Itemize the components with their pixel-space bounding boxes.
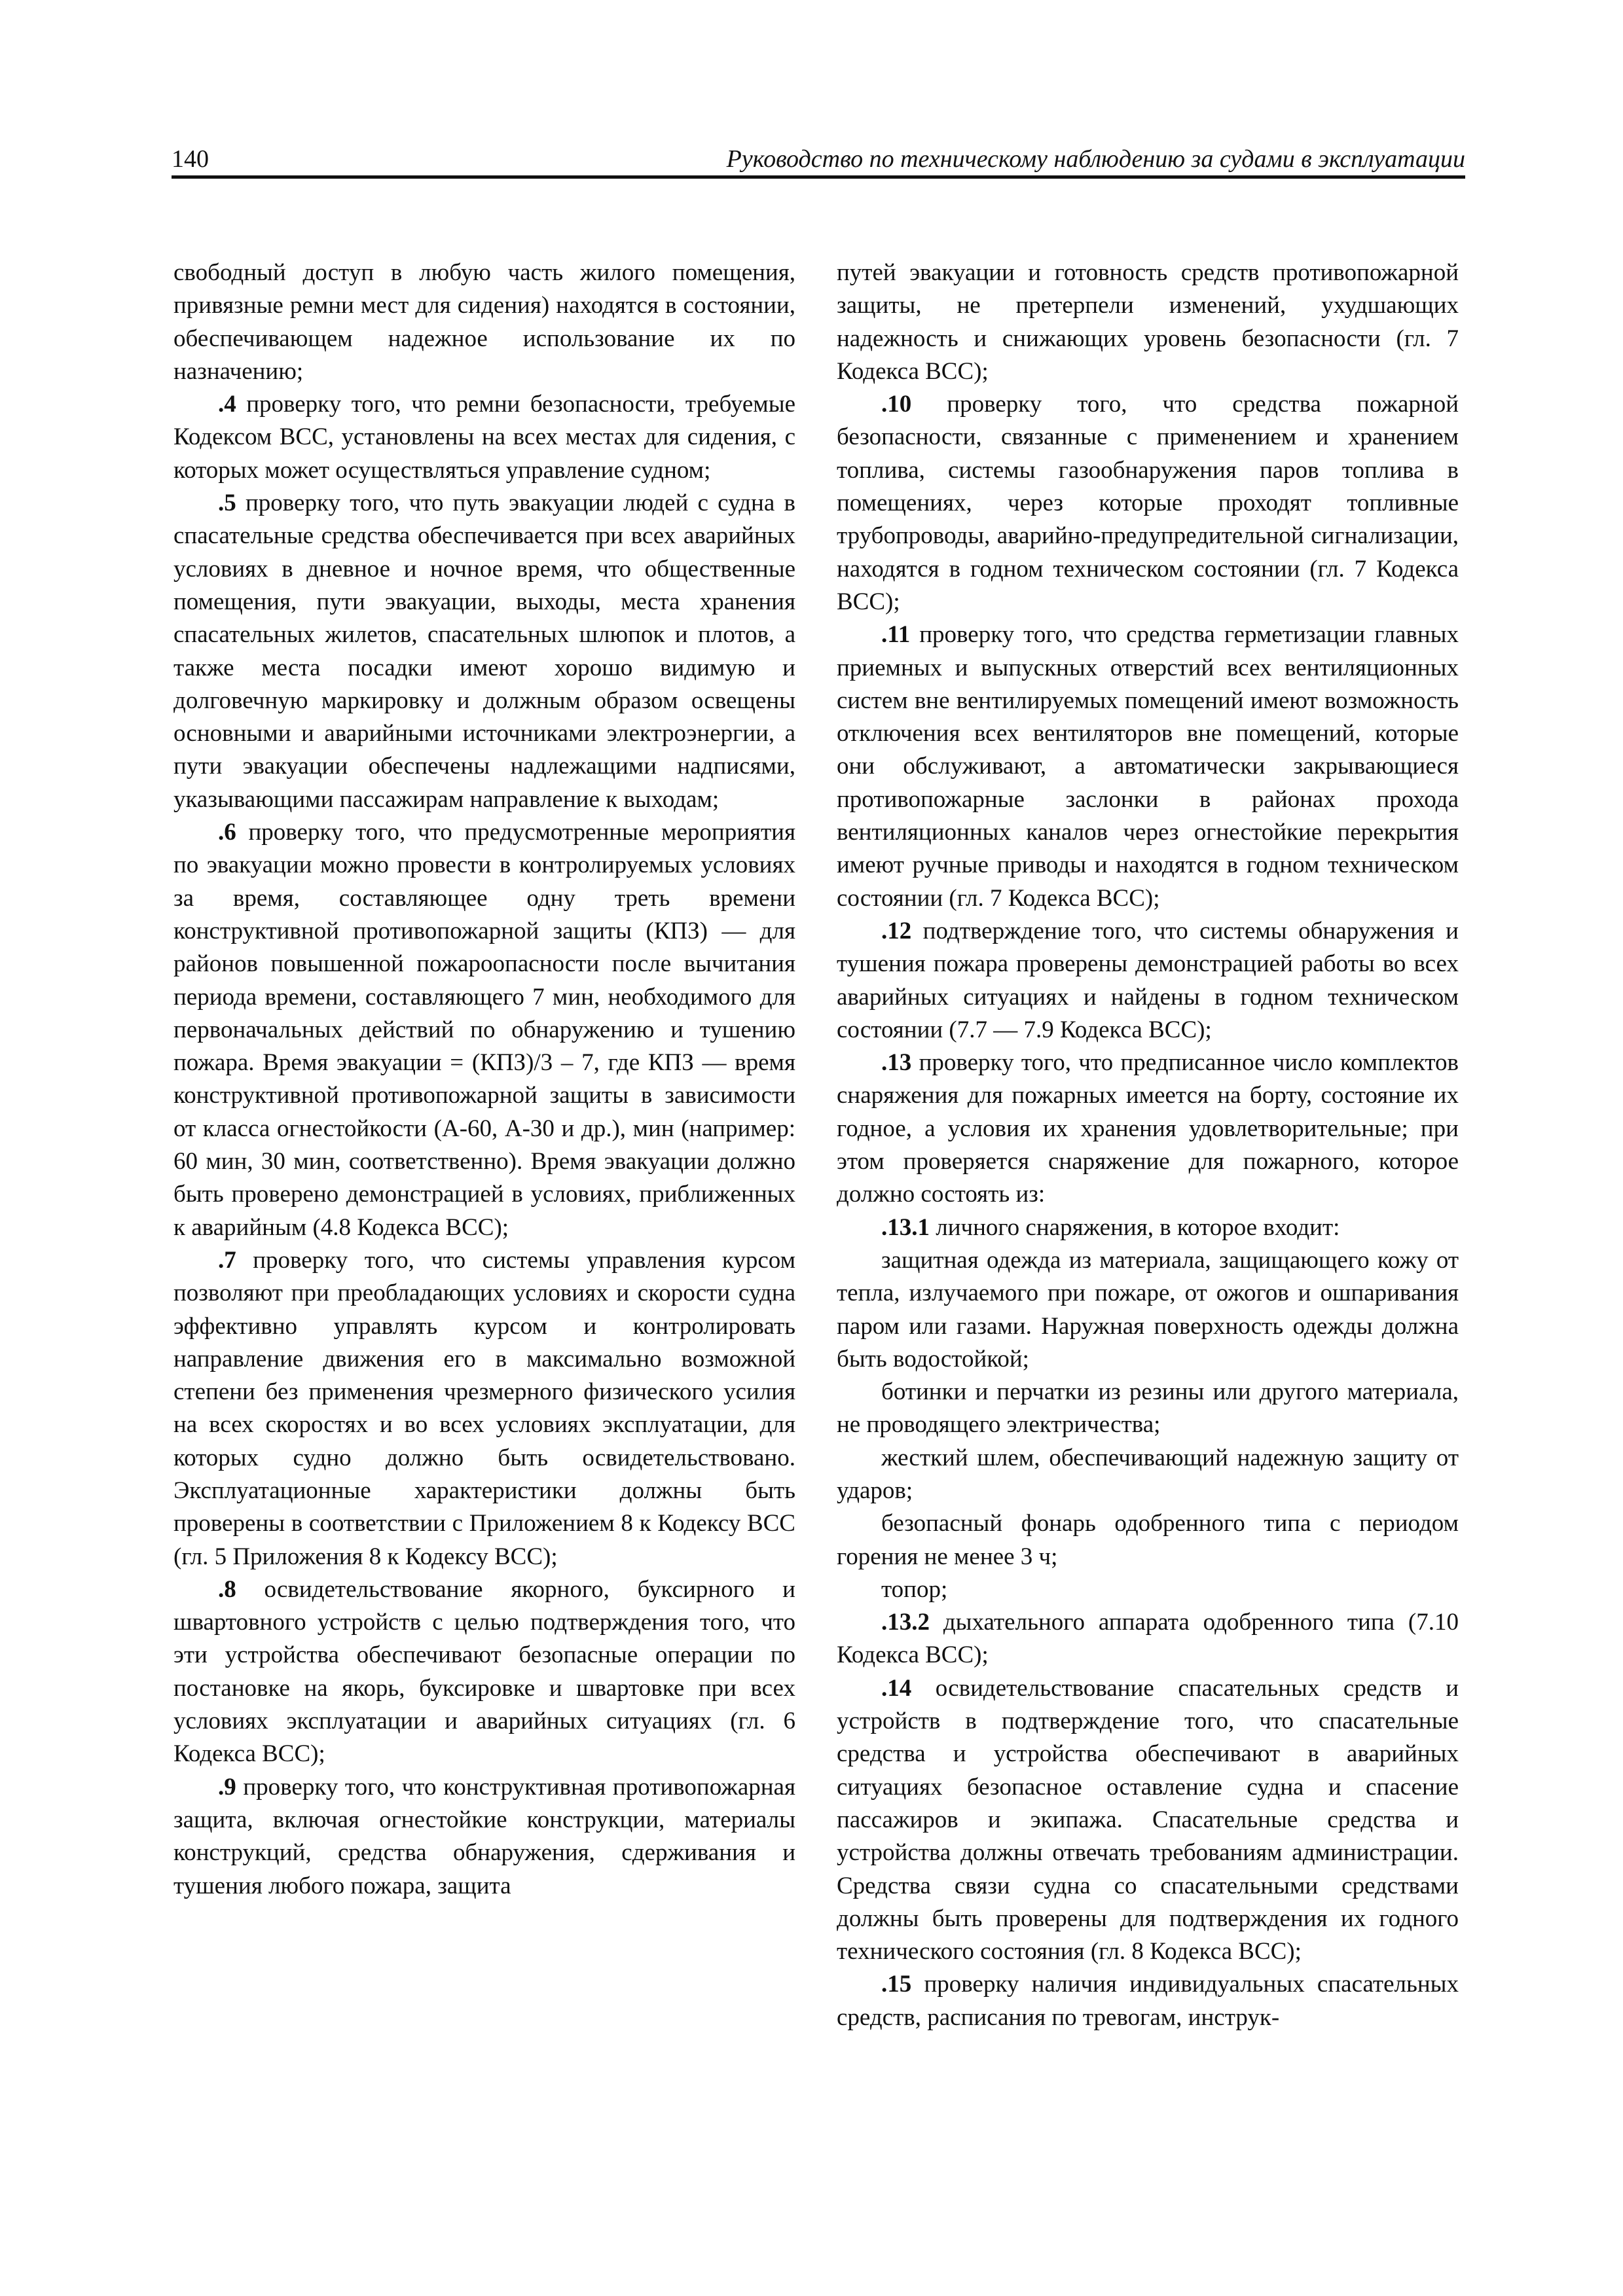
- header-rule: [172, 175, 1465, 179]
- paragraph: .13 проверку того, что предписанное число комплектов снаряжения для пожарных имеется на борту, состояние их годное, а условия их хранения удовлетворительные; при этом проверяется снаряжение для пожарного, которое должно состоять из:: [837, 1049, 1459, 1208]
- running-title: Руководство по техническому наблюдению за судами в эксплуатации: [726, 145, 1465, 173]
- item-number: .12: [881, 917, 912, 944]
- paragraph: .9 проверку того, что конструктивная противопожарная защита, включая огнестойкие конструкции, материалы конструкций, средства обнаружения, сдерживания и тушения любого пожара, защита: [173, 1773, 795, 1899]
- item-number: .5: [218, 490, 236, 517]
- paragraph: .10 проверку того, что средства пожарной безопасности, связанные с применением и хранением топлива, системы газообнаружения паров топлива в помещениях, через которые проходят топливные трубопроводы, аварийно-предупредительной сигнализации, находятся в годном техническом состоянии (гл. 7 Кодекса ВСС);: [837, 391, 1459, 615]
- paragraph: .15 проверку наличия индивидуальных спасательных средств, расписания по тревогам, инструк-: [837, 1971, 1459, 2031]
- paragraph: .4 проверку того, что ремни безопасности, требуемые Кодексом ВСС, установлены на всех местах для сидения, с которых может осуществляться управление судном;: [173, 391, 795, 484]
- item-number: .13: [881, 1049, 912, 1077]
- page-number: 140: [172, 145, 209, 173]
- paragraph: .13.2 дыхательного аппарата одобренного типа (7.10 Кодекса ВСС);: [837, 1609, 1459, 1669]
- paragraph: .8 освидетельствование якорного, буксирного и швартовного устройств с целью подтверждения того, что эти устройства обеспечивают безопасные операции по постановке на якорь, буксировке и швартовке при всех условиях эксплуатации и аварийных ситуациях (гл. 6 Кодекса ВСС);: [173, 1575, 795, 1768]
- item-number: .11: [881, 621, 911, 649]
- left-column: [173, 257, 795, 1903]
- item-number: .4: [218, 391, 236, 418]
- item-number: .6: [218, 819, 236, 846]
- item-number: .13.1: [881, 1213, 930, 1241]
- paragraph: .7 проверку того, что системы управления курсом позволяют при преобладающих условиях и скорости судна эффективно управлять курсом и контролировать направление движения его в максимально возможной степени без применения чрезмерного физического усилия на всех скоростях и во всех условиях эксплуатации, для которых судно должно быть освидетельствовано. Эксплуатационные характеристики должны быть проверены в соответствии с Приложением 8 к Кодексу ВСС (гл. 5 Приложения 8 к Кодексу ВСС);: [173, 1246, 795, 1570]
- item-number: .9: [218, 1773, 236, 1801]
- paragraph: .6 проверку того, что предусмотренные мероприятия по эвакуации можно провести в контролируемых условиях за время, составляющее одну треть времени конструктивной противопожарной защиты (КПЗ) — для районов повышенной пожароопасности после вычитания периода времени, составляющего 7 мин, необходимого для первоначальных действий по обнаружению и тушению пожара. Время эвакуации = (КПЗ)/3 – 7, где КПЗ — время конструктивной противопожарной защиты в зависимости от класса огнестойкости (А-60, А-30 и др.), мин (например: 60 мин, 30 мин, соответственно). Время эвакуации должно быть проверено демонстрацией в условиях, приближенных к аварийным (4.8 Кодекса ВСС);: [173, 819, 795, 1241]
- paragraph: топор;: [881, 1575, 948, 1603]
- paragraph: безопасный фонарь одобренного типа с периодом горения не менее 3 ч;: [837, 1510, 1459, 1570]
- item-number: .10: [881, 391, 912, 418]
- item-number: .7: [218, 1246, 236, 1274]
- paragraph: ботинки и перчатки из резины или другого материала, не проводящего электричества;: [837, 1378, 1459, 1439]
- paragraph: путей эвакуации и готовность средств противопожарной защиты, не претерпели изменений, ухудшающих надежность и снижающих уровень безопасности (гл. 7 Кодекса ВСС);: [837, 259, 1459, 385]
- right-column: [837, 257, 1459, 2034]
- paragraph: .11 проверку того, что средства герметизации главных приемных и выпускных отверстий всех вентиляционных систем вне вентилируемых помещений имеют возможность отключения всех вентиляторов вне помещений, которые они обслуживают, а автоматически закрывающиеся противопожарные заслонки в районах прохода вентиляционных каналов через огнестойкие перекрытия имеют ручные приводы и находятся в годном техническом состоянии (гл. 7 Кодекса ВСС);: [837, 621, 1459, 912]
- item-number: .15: [881, 1971, 912, 1998]
- paragraph: жесткий шлем, обеспечивающий надежную защиту от ударов;: [837, 1444, 1459, 1504]
- paragraph: свободный доступ в любую часть жилого помещения, привязные ремни мест для сидения) находятся в состоянии, обеспечивающем надежное использование их по назначению;: [173, 259, 795, 385]
- item-number: .8: [218, 1575, 236, 1603]
- paragraph: .5 проверку того, что путь эвакуации людей с судна в спасательные средства обеспечивается при всех аварийных условиях в дневное и ночное время, что общественные помещения, пути эвакуации, выходы, места хранения спасательных жилетов, спасательных шлюпок и плотов, а также места посадки имеют хорошо видимую и долговечную маркировку и должным образом освещены основными и аварийными источниками электроэнергии, а пути эвакуации обеспечены надлежащими надписями, указывающими пассажирам направление к выходам;: [173, 490, 795, 813]
- paragraph: .13.1 личного снаряжения, в которое входит:: [881, 1213, 1340, 1241]
- item-number: .14: [881, 1674, 912, 1702]
- item-number: .13.2: [881, 1609, 930, 1636]
- paragraph: .12 подтверждение того, что системы обнаружения и тушения пожара проверены демонстрацией работы во всех аварийных ситуациях и найдены в годном техническом состоянии (7.7 — 7.9 Кодекса ВСС);: [837, 917, 1459, 1043]
- paragraph: защитная одежда из материала, защищающего кожу от тепла, излучаемого при пожаре, от ожогов и ошпаривания паром или газами. Наружная поверхность одежды должна быть водостойкой;: [837, 1246, 1459, 1372]
- paragraph: .14 освидетельствование спасательных средств и устройств в подтверждение того, что спасательные средства и устройства обеспечивают в аварийных ситуациях безопасное оставление судна и спасение пассажиров и экипажа. Спасательные средства и устройства должны отвечать требованиям администрации. Средства связи судна со спасательными средствами должны быть проверены для подтверждения их годного технического состояния (гл. 8 Кодекса ВСС);: [837, 1674, 1459, 1965]
